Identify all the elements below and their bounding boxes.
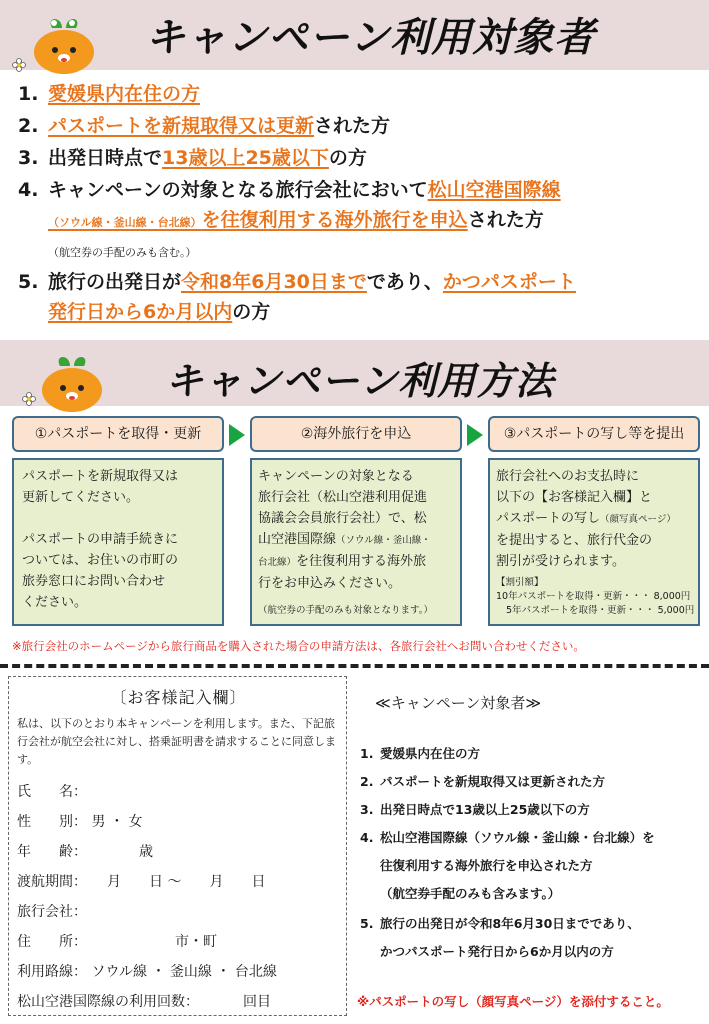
arrow-right-icon (229, 424, 245, 446)
step2-note: （航空券の手配のみも対象となります。） (258, 605, 433, 616)
form-period-row: 渡航期間： 月 日 〜 月 日 (17, 874, 266, 890)
agency-warning: ※旅行会社のホームページから旅行商品を購入された場合の申請方法は、各旅行会社へお問い合わせください。 (12, 639, 585, 653)
mikyan-mascot-icon (36, 352, 108, 412)
summary-title: ≪キャンペーン対象者≫ (375, 694, 542, 712)
target-item-5: 5. 旅行の出発日が令和8年6月30日までであり、かつパスポート (18, 271, 576, 293)
step2-tab: ②海外旅行を申込 (250, 416, 462, 452)
summary-item: 3. 出発日時点で13歳以上25歳以下の方 (360, 802, 590, 817)
form-count-row: 松山空港国際線の利用回数： 回目 (17, 994, 271, 1010)
target-item-1: 1. 愛媛県内在住の方 (18, 83, 201, 105)
summary-item: かつパスポート発行日から6か月以内の方 (380, 944, 614, 959)
arrow-right-icon (467, 424, 483, 446)
flower-icon (12, 58, 26, 72)
summary-item: 往復利用する海外旅行を申込された方 (380, 858, 593, 873)
target-item-4-line2: （ソウル線・釜山線・台北線）を往復利用する海外旅行を申込された方 (48, 209, 544, 231)
section1-title: キャンペーン利用対象者 (145, 15, 596, 61)
passport-copy-warning: ※パスポートの写し（顔写真ページ）を添付すること。 (357, 994, 669, 1009)
target-item-4-note: （航空券の手配のみも含む。） (48, 246, 197, 259)
step2-text: キャンペーンの対象となる 旅行会社（松山空港利用促進 協議会会員旅行会社）で、松 山空港国際線（ソウル線・釜山線・ 台北線）を往復利用する海外旅 行をお申込みください。 (258, 469, 431, 591)
flower-icon (22, 392, 36, 406)
form-address-row: 住 所： 市・町 (17, 934, 217, 950)
discount-5yr: 5年パスポートを取得・更新・・・ 5,000円 (506, 605, 695, 616)
summary-item: 1. 愛媛県内在住の方 (360, 746, 481, 761)
summary-item: （航空券手配のみも含みます。） (380, 886, 561, 901)
target-item-4: 4. キャンペーンの対象となる旅行会社において松山空港国際線 (18, 179, 561, 201)
summary-item: 2. パスポートを新規取得又は更新された方 (360, 774, 606, 789)
form-name-row: 氏 名： (17, 784, 87, 800)
form-agency-row: 旅行会社： (17, 904, 87, 920)
mikyan-mascot-icon (28, 14, 100, 74)
step1-text: パスポートを新規取得又は 更新してください。 パスポートの申請手続きに ついては、お住いの市町の 旅券窓口にお問い合わせ ください。 (22, 469, 179, 610)
step3-tab: ③パスポートの写し等を提出 (488, 416, 700, 452)
discount-label: 【割引額】 (496, 577, 544, 588)
customer-form (8, 676, 347, 1016)
summary-item: 4. 松山空港国際線（ソウル線・釜山線・台北線）を (360, 830, 655, 845)
target-item-3: 3. 出発日時点で13歳以上25歳以下の方 (18, 147, 367, 169)
form-route-row: 利用路線： ソウル線 ・ 釜山線 ・ 台北線 (17, 964, 277, 980)
discount-10yr: 10年パスポートを取得・更新・・・ 8,000円 (496, 591, 691, 602)
form-age-row: 年 齢： 歳 (17, 844, 153, 860)
section2-title: キャンペーン利用方法 (165, 359, 555, 403)
step3-text: 旅行会社へのお支払時に 以下の【お客様記入欄】と パスポートの写し（顔写真ページ） を提出すると、旅行代金の 割引が受けられます。 (496, 469, 676, 569)
target-item-2: 2. パスポートを新規取得又は更新された方 (18, 115, 391, 137)
target-item-5-line2: 発行日から6か月以内の方 (48, 301, 271, 323)
form-intro: 私は、以下のとおり本キャンペーンを利用します。また、下記旅行会社が航空会社に対し、搭乗証明書を請求することに同意します。 (17, 717, 336, 766)
form-gender-row: 性 別： 男 ・ 女 (17, 814, 143, 830)
form-title: 〔お客様記入欄〕 (110, 688, 247, 707)
cut-line-divider (0, 664, 709, 668)
step1-tab: ①パスポートを取得・更新 (12, 416, 224, 452)
summary-item: 5. 旅行の出発日が令和8年6月30日までであり、 (360, 916, 640, 931)
